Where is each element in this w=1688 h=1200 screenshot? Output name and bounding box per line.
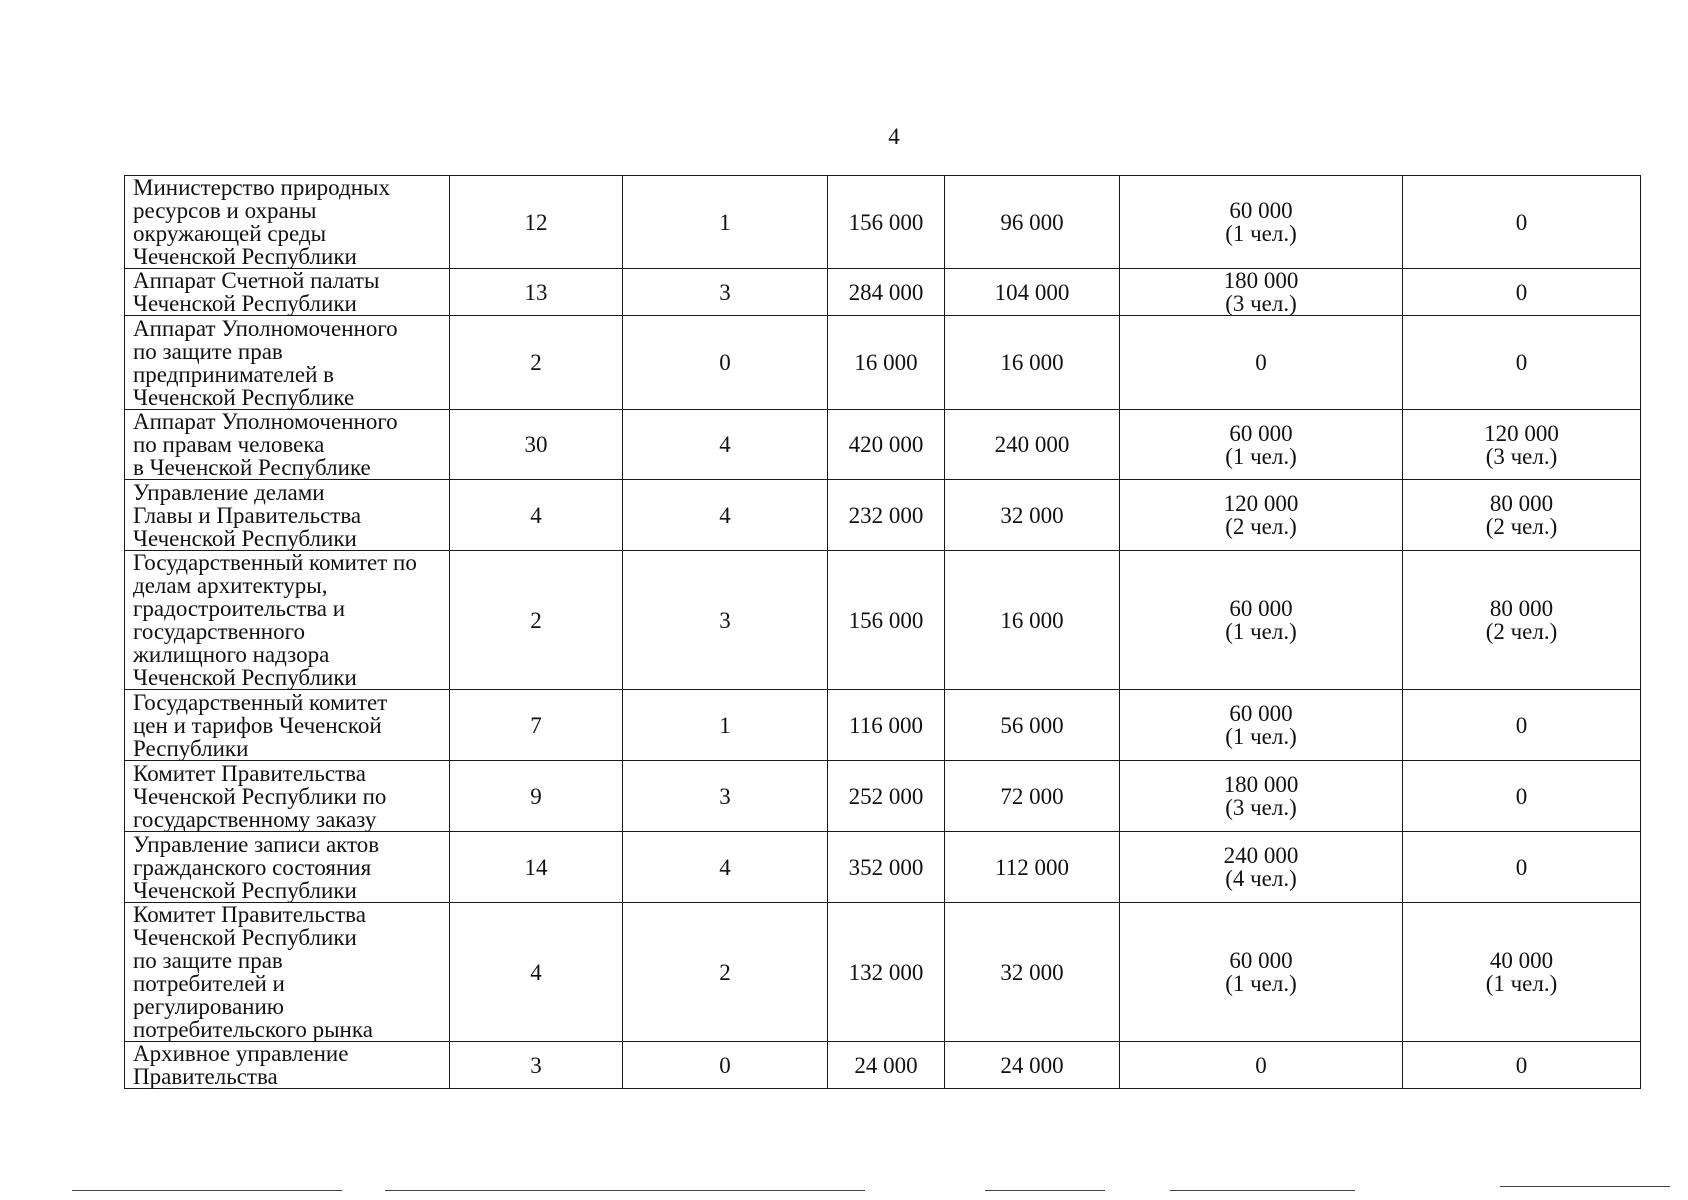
table-cell: 0 <box>1403 269 1641 316</box>
table-cell: 4 <box>623 832 828 903</box>
table-cell: 9 <box>450 761 623 832</box>
table-cell: 32 000 <box>945 903 1120 1042</box>
table-cell: 0 <box>1403 690 1641 761</box>
table-cell: 60 000 (1 чел.) <box>1120 903 1403 1042</box>
table-cell: 0 <box>623 316 828 410</box>
table-cell: 60 000 (1 чел.) <box>1120 176 1403 269</box>
organization-name: Аппарат Уполномоченного по защите прав предпринимателей в Чеченской Республике <box>125 316 450 410</box>
organization-name: Комитет Правительства Чеченской Республики по государственному заказу <box>125 761 450 832</box>
organization-name: Архивное управление Правительства <box>125 1042 450 1089</box>
organization-name: Управление записи актов гражданского состояния Чеченской Республики <box>125 832 450 903</box>
table-cell: 0 <box>1403 832 1641 903</box>
table-cell: 2 <box>450 316 623 410</box>
table-cell: 4 <box>623 410 828 480</box>
table-cell: 60 000 (1 чел.) <box>1120 690 1403 761</box>
table-cell: 104 000 <box>945 269 1120 316</box>
table-cell: 112 000 <box>945 832 1120 903</box>
table-cell: 0 <box>1403 761 1641 832</box>
table-cell: 284 000 <box>828 269 945 316</box>
table-cell: 32 000 <box>945 480 1120 551</box>
table-cell: 232 000 <box>828 480 945 551</box>
table-cell: 60 000 (1 чел.) <box>1120 410 1403 480</box>
scan-line <box>72 1190 342 1191</box>
budget-table <box>124 175 1641 1089</box>
table-cell: 60 000 (1 чел.) <box>1120 551 1403 690</box>
table-row <box>125 176 1641 269</box>
organization-name: Государственный комитет по делам архитектуры, градостроительства и государственного жилищного надзора Чеченской Республики <box>125 551 450 690</box>
table-cell: 1 <box>623 176 828 269</box>
table-cell: 116 000 <box>828 690 945 761</box>
table-cell: 180 000 (3 чел.) <box>1120 761 1403 832</box>
table-cell: 1 <box>623 690 828 761</box>
table-cell: 3 <box>450 1042 623 1089</box>
table-cell: 80 000 (2 чел.) <box>1403 551 1641 690</box>
table-cell: 2 <box>623 903 828 1042</box>
table-row <box>125 480 1641 551</box>
table-cell: 0 <box>1403 316 1641 410</box>
table-cell: 252 000 <box>828 761 945 832</box>
scan-line <box>985 1190 1105 1191</box>
scan-line <box>385 1190 865 1191</box>
table-cell: 4 <box>450 480 623 551</box>
table-cell: 4 <box>450 903 623 1042</box>
page-number: 4 <box>888 124 900 149</box>
table-cell: 16 000 <box>945 551 1120 690</box>
organization-name: Комитет Правительства Чеченской Республики по защите прав потребителей и регулированию потребительского рынка <box>125 903 450 1042</box>
table-cell: 352 000 <box>828 832 945 903</box>
table-row <box>125 551 1641 690</box>
organization-name: Министерство природных ресурсов и охраны окружающей среды Чеченской Республики <box>125 176 450 269</box>
table-cell: 240 000 (4 чел.) <box>1120 832 1403 903</box>
table-cell: 240 000 <box>945 410 1120 480</box>
table-cell: 40 000 (1 чел.) <box>1403 903 1641 1042</box>
table-cell: 156 000 <box>828 176 945 269</box>
table-cell: 24 000 <box>945 1042 1120 1089</box>
table-cell: 0 <box>1403 1042 1641 1089</box>
table-cell: 96 000 <box>945 176 1120 269</box>
scan-line <box>1170 1190 1355 1191</box>
table-cell: 0 <box>1120 316 1403 410</box>
table-cell: 0 <box>1403 176 1641 269</box>
table-cell: 56 000 <box>945 690 1120 761</box>
table-cell: 3 <box>623 761 828 832</box>
table-row <box>125 761 1641 832</box>
table-cell: 24 000 <box>828 1042 945 1089</box>
table-cell: 3 <box>623 269 828 316</box>
table-cell: 120 000 (3 чел.) <box>1403 410 1641 480</box>
table-row <box>125 690 1641 761</box>
table-cell: 2 <box>450 551 623 690</box>
table-row <box>125 1042 1641 1089</box>
table-row <box>125 316 1641 410</box>
table-cell: 16 000 <box>945 316 1120 410</box>
organization-name: Управление делами Главы и Правительства Чеченской Республики <box>125 480 450 551</box>
table-cell: 16 000 <box>828 316 945 410</box>
table-row <box>125 410 1641 480</box>
table-cell: 7 <box>450 690 623 761</box>
table-cell: 12 <box>450 176 623 269</box>
table-cell: 420 000 <box>828 410 945 480</box>
table-cell: 156 000 <box>828 551 945 690</box>
table-cell: 4 <box>623 480 828 551</box>
table-cell: 13 <box>450 269 623 316</box>
table-row <box>125 832 1641 903</box>
organization-name: Аппарат Счетной палаты Чеченской Республики <box>125 269 450 316</box>
table-cell: 0 <box>623 1042 828 1089</box>
table-cell: 30 <box>450 410 623 480</box>
table-cell: 132 000 <box>828 903 945 1042</box>
table-cell: 0 <box>1120 1042 1403 1089</box>
organization-name: Аппарат Уполномоченного по правам человека в Чеченской Республике <box>125 410 450 480</box>
table-row <box>125 269 1641 316</box>
table-cell: 72 000 <box>945 761 1120 832</box>
table-cell: 3 <box>623 551 828 690</box>
table-cell: 180 000 (3 чел.) <box>1120 269 1403 316</box>
organization-name: Государственный комитет цен и тарифов Чеченской Республики <box>125 690 450 761</box>
table-row <box>125 903 1641 1042</box>
table-cell: 80 000 (2 чел.) <box>1403 480 1641 551</box>
table-cell: 14 <box>450 832 623 903</box>
scan-line <box>1500 1186 1670 1187</box>
table-cell: 120 000 (2 чел.) <box>1120 480 1403 551</box>
